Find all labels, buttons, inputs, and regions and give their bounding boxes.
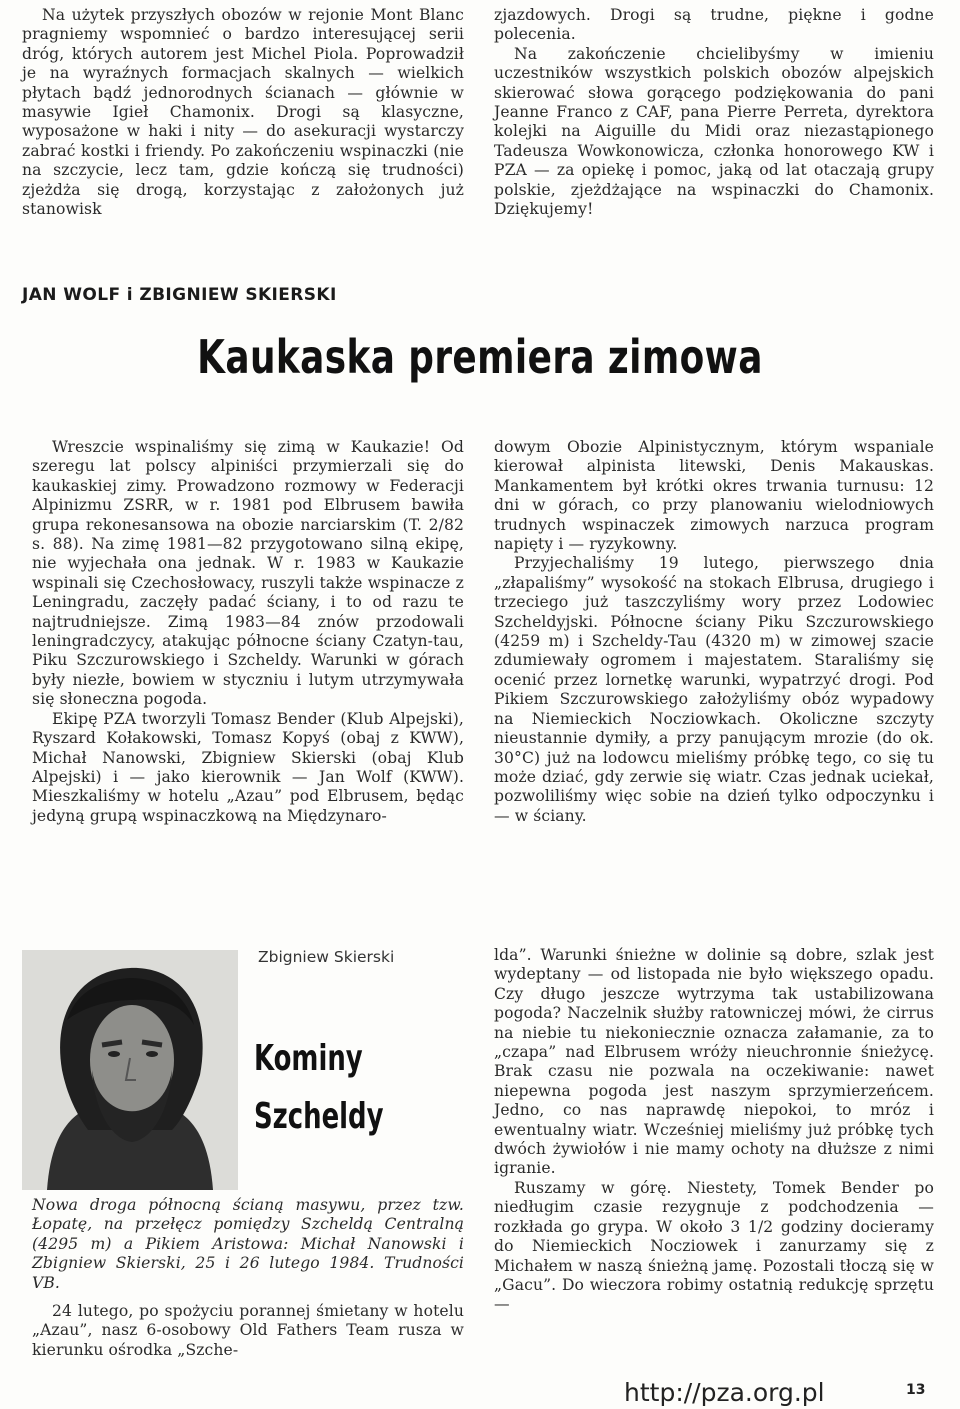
route-description: Nowa droga północną ścianą masywu, przez tzw. Łopatę, na przełęcz pomiędzy Szcheldą Centralną (4295 m) a Pikiem Aristowa: Michał Nanowski i Zbigniew Skierski, 25 i 26 lutego 1984. Trudności VB. [32,1196,464,1292]
article-title: Kaukaska premiera zimowa [197,330,763,384]
article-authors: JAN WOLF i ZBIGNIEW SKIERSKI [22,285,337,305]
article-right-paragraph-2: Przyjechaliśmy 19 lutego, pierwszego dnia „złapaliśmy” wysokość na stokach Elbrusa, drugiego i trzeciego już taszczyliśmy wory przez Lodowiec Szcheldyjski. Północne ściany Piku Szczurowskiego (4259 m) i Szcheldy-Tau (4320 m) w zimowej szacie zdumiewały ogromem i majestatem. Staraliśmy się ocenić przez lornetkę warunki, wypatrzyć drogi. Pod Pikiem Szczurowskiego założyliśmy obóz wypadowy na Niemieckich Nocziowkach. Okoliczne szczyty nieustannie dymiły, a przy panującym mrozie (do ok. 30°C) już na lodowcu mieliśmy próbkę tego, co się tu może dziać, gdy zerwie się wiatr. Czas jednak uciekał, pozwoliliśmy więc sobie na dzień tylko odpoczynku i — w ściany. [494,554,934,825]
sub-article-title [254,1030,441,1146]
top-left-paragraph: Na użytek przyszłych obozów w rejonie Mont Blanc pragniemy wspomnieć o bardzo interesującej serii dróg, których autorem jest Michel Piola. Poprowadził je na wyraźnych formacjach skalnych — wielkich płytach bądź jednorodnych ścianach — głównie w masywie Igieł Chamonix. Drogi są klasyczne, wyposażone w haki i nity — do asekuracji wystarczy zabrać kostki i friendy. Po zakończeniu wspinaczki (nie na szczycie, lecz tam, gdzie kończą się trudności) zjeżdża się drogą, korzystając z założonych już stanowisk [22,6,464,219]
sub-article-title-line-1: Kominy [254,1038,363,1079]
sub-article-left-column [32,1302,464,1360]
sub-article-right-paragraph-2: Ruszamy w górę. Niestety, Tomek Bender po niedługim czasie rezygnuje z podchodzenia — rozkłada go grypa. W około 3 1/2 godziny docieramy do Niemieckich Nocziowek i zanurzamy się z Michałem w naszą śnieżną jamę. Pozostali tłoczą się w „Gacu”. Do wieczora robimy ostatnią redukcję sprzętu — [494,1178,934,1314]
top-right-column [494,6,934,219]
author-photo [22,950,238,1190]
top-right-paragraph-2: Na zakończenie chcielibyśmy w imieniu uczestników wszystkich polskich obozów alpejskich skierować słowa gorącego podziękowania do pani Jeanne Franco z CAF, pana Pierre Perreta, dyrektora kolejki na Aiguille du Midi oraz niezastąpionego Tadeusza Wowkonowicza, członka honorowego KW i PZA — za opiekę i pomoc, jaką od lat otaczają grupy polskie, zjeżdżające na wspinaczki do Chamonix. Dziękujemy! [494,44,934,219]
sub-article-right-column [494,946,934,1315]
article-left-paragraph-2: Ekipę PZA tworzyli Tomasz Bender (Klub Alpejski), Ryszard Kołakowski, Tomasz Kopyś (obaj z KWW), Michał Nanowski, Zbigniew Skierski (obaj Klub Alpejski) i — jako kierownik — Jan Wolf (KWW). Mieszkaliśmy w hotelu „Azau” pod Elbrusem, będąc jedyną grupą wspinaczkową na Międzynaro- [32,709,464,825]
article-left-paragraph-1: Wreszcie wspinaliśmy się zimą w Kaukazie! Od szeregu lat polscy alpiniści przymierzali się do kaukaskiej zimy. Prowadzono rozmowy w Federacji Alpinizmu ZSRR, w r. 1981 pod Elbrusem bawiła grupa rekonesansowa na obozie narciarskim (T. 2/82 s. 88). Na zimę 1981—82 przygotowano silną ekipę, nie wyjechała ona jednak. W r. 1983 w Kaukazie wspinali się Czechosłowacy, ruszyli także wspinacze z Leningradu, zaczęły padać ściany, i to od razu te najtrudniejsze. Zimą 1983—84 znów przodowali leningradczycy, atakując północne ściany Czatyn-tau, Piku Szczurowskiego i Szcheldy. Warunki w górach były niezłe, bowiem w styczniu i lutym utrzymywała się słoneczna pogoda. [32,438,464,709]
website-link[interactable]: http://pza.org.pl [624,1378,825,1407]
article-left-column [32,438,464,826]
sub-article-author: Zbigniew Skierski [258,948,395,966]
top-right-paragraph-1: zjazdowych. Drogi są trudne, piękne i godne polecenia. [494,6,934,44]
top-left-column [22,6,464,219]
article-right-column [494,438,934,826]
author-portrait-drawing [22,950,238,1190]
sub-article-left-paragraph: 24 lutego, po spożyciu porannej śmietany w hotelu „Azau”, nasz 6-osobowy Old Fathers Team rusza w kierunku ośrodka „Szche- [32,1302,464,1359]
photo-caption [32,1196,464,1293]
sub-article-title-line-2: Szcheldy [254,1096,384,1137]
sub-article-right-paragraph-1: lda”. Warunki śnieżne w dolinie są dobre, szlak jest wydeptany — od listopada nie było większego opadu. Czy długo jeszcze wytrzyma tak ustabilizowana pogoda? Naczelnik służby ratowniczej mówi, że cirrus na niebie tu niekoniecznie oznacza załamanie, za to „czapa” nad Elbrusem wróży nieuchronnie śnieżycę. Brak czasu nie pozwala na oczekiwanie: nawet niepewna pogoda jest naszym sprzymierzeńcem. Jedno, co nas naprawdę niepokoi, to mróz i ewentualny wiatr. Wcześniej mieliśmy już próbkę tych dwóch żywiołów i nie mamy ochoty na dłuższe z nimi igranie. [494,946,934,1178]
page-number: 13 [906,1382,926,1398]
article-right-paragraph-1: dowym Obozie Alpinistycznym, którym wspaniale kierował alpinista litewski, Denis Makauskas. Mankamentem był krótki okres trwania turnusu: 12 dni w górach, co przy planowaniu wielodniowych trudnych wspinaczek zimowych narzuca program napięty i — ryzykowny. [494,438,934,554]
